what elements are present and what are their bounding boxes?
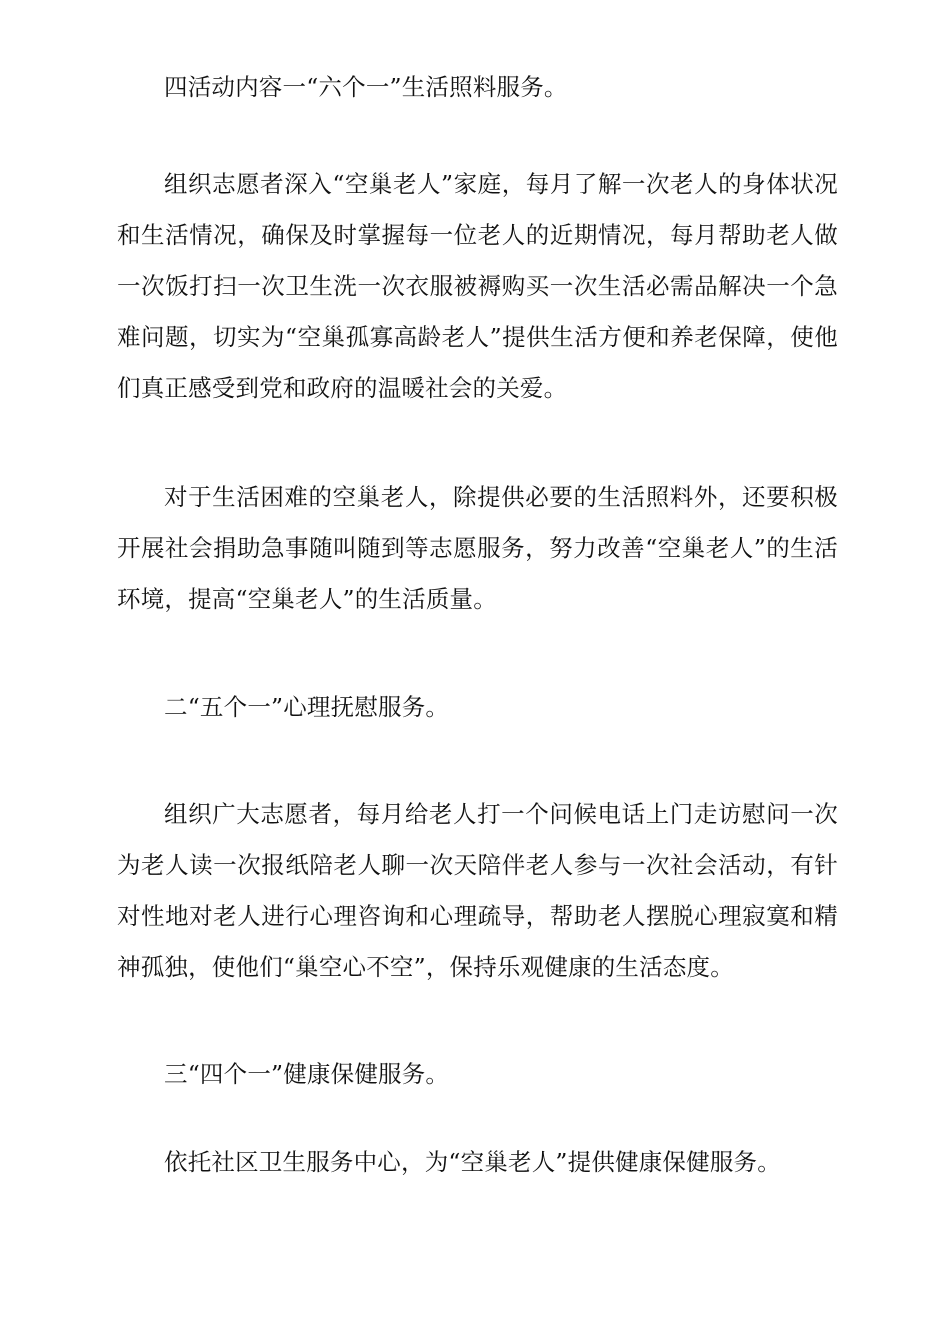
section-heading-life-care: 四活动内容一“六个一”生活照料服务。 <box>164 73 568 101</box>
paragraph-difficult-elderly: 对于生活困难的空巢老人，除提供必要的生活照料外，还要积极开展社会捐助急事随叫随到等志愿服务，努力改善“空巢老人”的生活环境，提高“空巢老人”的生活质量。 <box>117 483 838 613</box>
section-heading-psychological-care: 二“五个一”心理抚慰服务。 <box>164 693 450 721</box>
paragraph-health-care-details: 依托社区卫生服务中心，为“空巢老人”提供健康保健服务。 <box>164 1148 781 1176</box>
paragraph-life-care-details: 组织志愿者深入“空巢老人”家庭，每月了解一次老人的身体状况和生活情况，确保及时掌握每一位老人的近期情况，每月帮助老人做一次饭打扫一次卫生洗一次衣服被褥购买一次生活必需品解决一个急难问题，切实为“空巢孤寡高龄老人”提供生活方便和养老保障，使他们真正感受到党和政府的温暖社会的关爱。 <box>117 170 838 402</box>
paragraph-psychological-care-details: 组织广大志愿者，每月给老人打一个问候电话上门走访慰问一次为老人读一次报纸陪老人聊一次天陪伴老人参与一次社会活动，有针对性地对老人进行心理咨询和心理疏导，帮助老人摆脱心理寂寞和精神孤独，使他们“巢空心不空”，保持乐观健康的生活态度。 <box>117 800 838 981</box>
section-heading-health-care: 三“四个一”健康保健服务。 <box>164 1060 450 1088</box>
